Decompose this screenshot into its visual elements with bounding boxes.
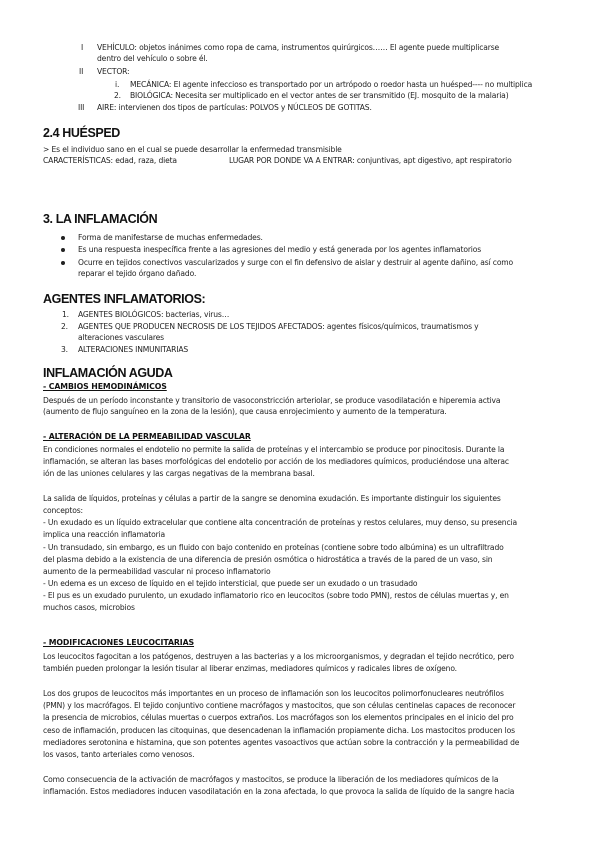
paragraph-line: también pueden prolongar la lesión tisular al liberar enzimas, mediadores químicos y radicales libres de oxígeno.: [43, 664, 457, 673]
paragraph-line: - Un edema es un exceso de líquido en el tejido intersticial, que puede ser un exudado o un trasudado: [43, 579, 418, 588]
paragraph-line: LUGAR POR DONDE VA A ENTRAR: conjuntivas, apt digestivo, apt respiratorio: [229, 156, 512, 165]
paragraph-line: (PMN) y los macrófagos. El tejido conjuntivo contiene macrófagos y mastocitos, que son células centinelas capaces de reconocer: [43, 701, 516, 710]
list-item-vector: VECTOR:: [97, 67, 130, 76]
section-heading-huesped: 2.4 HUÉSPED: [43, 126, 120, 140]
paragraph-line: Los leucocitos fagocitan a los patógenos, destruyen a las bacterias y a los microorganismos, y degradan el tejido necrótico, pero: [43, 652, 514, 661]
paragraph-line: inflamación, se alteran las bases morfológicas del endotelio por acción de los mediadores químicos, produciéndose una alterac: [43, 457, 509, 466]
paragraph-line: ión de las uniones celulares y las cargas negativas de la membrana basal.: [43, 469, 315, 478]
paragraph-line: implica una reacción inflamatoria: [43, 530, 166, 539]
bullet-text: Es una respuesta inespecífica frente a las agresiones del medio y está generada por los agentes inflamatorios: [78, 245, 482, 254]
paragraph-line: mediadores serotonina e histamina, que son potentes agentes vasoactivos que actúan sobre la contracción y la permeabilidad de: [43, 738, 520, 747]
section-heading-aguda: INFLAMACIÓN AGUDA: [43, 366, 173, 380]
list-item-cont: alteraciones vasculares: [78, 333, 164, 342]
paragraph-line: - Un transudado, sin embargo, es un fluido con bajo contenido en proteínas (contiene sobre todo albúmina) es un ultrafiltrado: [43, 543, 504, 552]
paragraph-line: ceso de inflamación, producen las citoquinas, que desencadenan la inflamación propiamente dicha. Los mastocitos producen los: [43, 726, 515, 735]
list-num: 1.: [62, 310, 69, 319]
paragraph-line: aumento de la permeabilidad vascular ni proceso inflamatorio: [43, 567, 271, 576]
paragraph-line: > Es el individuo sano en el cual se puede desarrollar la enfermedad transmisible: [43, 145, 342, 154]
sublist-item-biologica: BIOLÓGICA: Necesita ser multiplicado en el vector antes de ser transmitido (EJ. mosquito de la malaria): [130, 91, 509, 100]
bullet-icon: [61, 236, 65, 240]
paragraph-line: muchos casos, microbios: [43, 603, 135, 612]
paragraph-line: conceptos:: [43, 506, 83, 515]
paragraph-line: del plasma debido a la existencia de una diferencia de presión osmótica o hidrostática a través de la pared de un vaso, sin: [43, 555, 493, 564]
list-num: 3.: [61, 345, 68, 354]
paragraph-line: Los dos grupos de leucocitos más importantes en un proceso de inflamación son los leucocitos polimorfonucleares neutrófilos: [43, 689, 504, 698]
list-item: AGENTES QUE PRODUCEN NECROSIS DE LOS TEJIDOS AFECTADOS: agentes físicos/químicos, traumatismos y: [78, 322, 479, 331]
paragraph-line: CARACTERÍSTICAS: edad, raza, dieta: [43, 156, 177, 165]
list-item: AGENTES BIOLÓGICOS: bacterias, virus…: [78, 310, 230, 319]
bullet-text-cont: reparar el tejido órgano dañado.: [78, 269, 197, 278]
list-item-vehiculo-cont: dentro del vehículo o sobre él.: [97, 54, 208, 63]
list-item-vehiculo: VEHÍCULO: objetos inánimes como ropa de cama, instrumentos quirúrgicos…… El agente puede multiplicarse: [97, 43, 500, 52]
paragraph-line: - El pus es un exudado purulento, un exudado inflamatorio rico en leucocitos (sobre todo PMN), restos de células muertas y, en: [43, 591, 509, 600]
list-num: I: [81, 43, 84, 52]
paragraph-line: inflamación. Estos mediadores inducen vasodilatación en la zona afectada, lo que provoca la salida de líquido de la sangre hacia: [43, 787, 515, 796]
bullet-text: Forma de manifestarse de muchas enfermedades.: [78, 233, 263, 242]
paragraph-line: Después de un período inconstante y transitorio de vasoconstricción arteriolar, se produce vasodilatación e hiperemia activa: [43, 396, 501, 405]
list-num: 2.: [61, 322, 68, 331]
sublist-item-mecanica: MECÁNICA: El agente infeccioso es transportado por un artrópodo o roedor hasta un huésped---- no multiplica: [130, 80, 533, 89]
section-heading-inflamacion: 3. LA INFLAMACIÓN: [43, 212, 158, 226]
bullet-icon: [61, 261, 65, 265]
subheading-permeabilidad: - ALTERACIÓN DE LA PERMEABILIDAD VASCULAR: [43, 432, 251, 441]
paragraph-line: En condiciones normales el endotelio no permite la salida de proteínas y el intercambio se produce por pinocitosis. Durante la: [43, 445, 505, 454]
list-item: ALTERACIONES INMUNITARIAS: [78, 345, 189, 354]
subheading-leucocitarias: - MODIFICACIONES LEUCOCITARIAS: [43, 638, 195, 647]
paragraph-line: Como consecuencia de la activación de macrófagos y mastocitos, se produce la liberación de los mediadores químicos de la: [43, 775, 499, 784]
sublist-num: 2.: [114, 91, 121, 100]
list-num: II: [79, 67, 84, 76]
paragraph-line: (aumento de flujo sanguíneo en la zona de la lesión), que causa enrojecimiento y aumento de la temperatura.: [43, 407, 447, 416]
paragraph-line: La salida de líquidos, proteínas y células a partir de la sangre se denomina exudación. Es importante distinguir los siguientes: [43, 494, 501, 503]
sublist-num: i.: [115, 80, 120, 89]
paragraph-line: los vasos, tanto arteriales como venosos.: [43, 750, 195, 759]
bullet-text: Ocurre en tejidos conectivos vascularizados y surge con el fin defensivo de aislar y destruir al agente dañino, así como: [78, 258, 514, 267]
list-num: III: [78, 103, 85, 112]
list-item-aire: AIRE: intervienen dos tipos de partículas: POLVOS y NÚCLEOS DE GOTITAS.: [97, 103, 372, 112]
paragraph-line: - Un exudado es un líquido extracelular que contiene alta concentración de proteínas y restos celulares, muy denso, su presencia: [43, 518, 517, 527]
subheading-hemodinamicos: - CAMBIOS HEMODINÁMICOS: [43, 382, 167, 391]
section-heading-agentes: AGENTES INFLAMATORIOS:: [43, 292, 206, 306]
paragraph-line: la presencia de microbios, células muertas o cuerpos extraños. Los macrófagos son los elementos principales en el inicio del pro: [43, 713, 514, 722]
bullet-icon: [61, 248, 65, 252]
